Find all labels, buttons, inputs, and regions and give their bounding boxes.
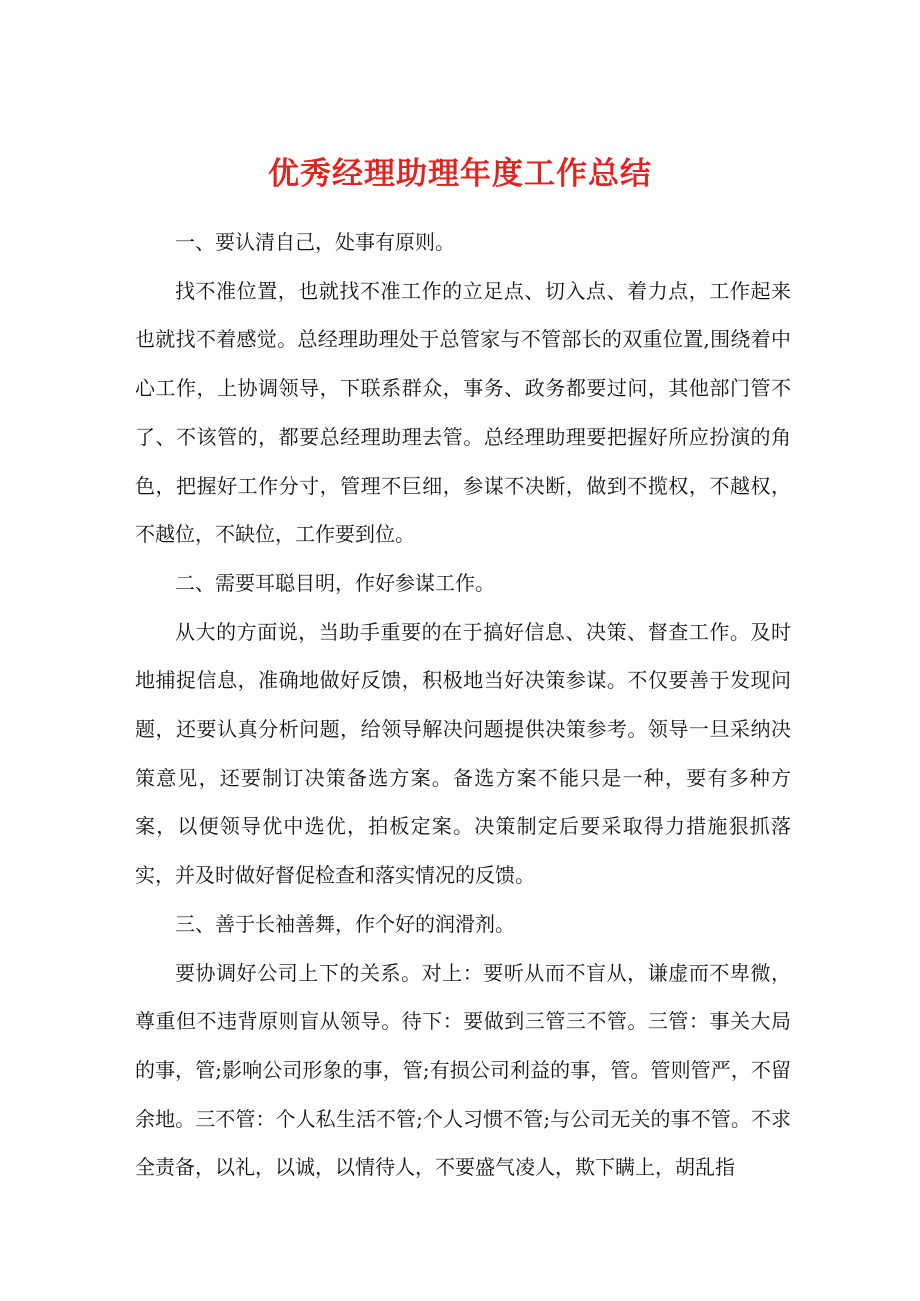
paragraph-2: 从大的方面说，当助手重要的在于搞好信息、决策、督查工作。及时地捕捉信息，准确地做好反馈，积极地当好决策参谋。不仅要善于发现问题，还要认真分析问题，给领导解决问题提供决策参考。领导一旦采纳决策意见，还要制订决策备选方案。备选方案不能只是一种，要有多种方案，以便领导优中选优，拍板定案。决策制定后要采取得力措施狠抓落实，并及时做好督促检查和落实情况的反馈。 — [135, 619, 791, 888]
section-heading-2: 二、需要耳聪目明，作好参谋工作。 — [175, 570, 495, 595]
paragraph-1: 找不准位置，也就找不准工作的立足点、切入点、着力点，工作起来也就找不着感觉。总经理助理处于总管家与不管部长的双重位置,围绕着中心工作，上协调领导，下联系群众，事务、政务都要过问，其他部门管不了、不该管的，都要总经理助理去管。总经理助理要把握好所应扮演的角色，把握好工作分寸，管理不巨细，参谋不决断，做到不揽权，不越权，不越位，不缺位，工作要到位。 — [135, 278, 791, 547]
document-body — [135, 218, 791, 1192]
paragraph-3: 要协调好公司上下的关系。对上：要听从而不盲从，谦虚而不卑微，尊重但不违背原则盲从领导。待下：要做到三管三不管。三管：事关大局的事，管;影响公司形象的事，管;有损公司利益的事，管。管则管严，不留余地。三不管：个人私生活不管;个人习惯不管;与公司无关的事不管。不求全责备，以礼，以诚，以情待人，不要盛气凌人，欺下瞒上，胡乱指 — [135, 960, 791, 1180]
section-heading-1: 一、要认清自己，处事有原则。 — [175, 230, 455, 254]
document-title: 优秀经理助理年度工作总结 — [268, 155, 652, 192]
section-heading-3: 三、善于长袖善舞，作个好的润滑剂。 — [175, 911, 515, 936]
